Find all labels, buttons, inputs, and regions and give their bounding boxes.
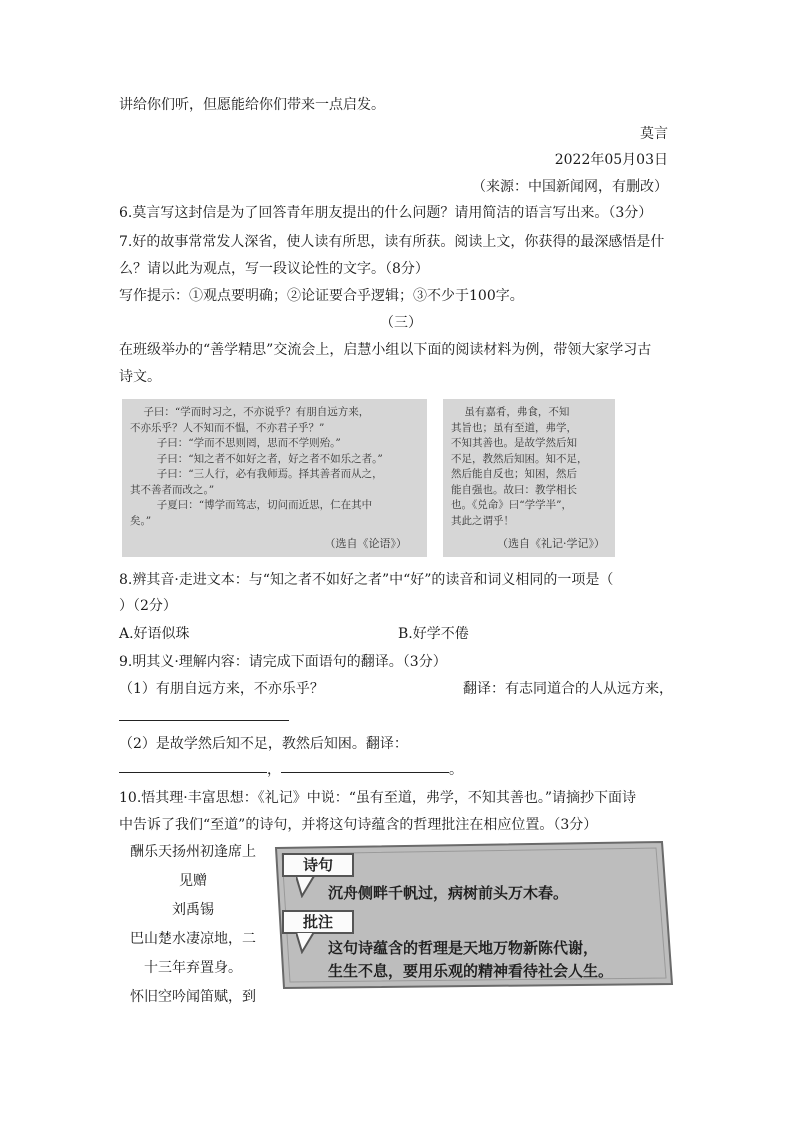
note-line-2: 生生不息，要用乐观的精神看待社会人生。 [328,962,614,980]
question-10-line-1: 10.悟其理·丰富思想：《礼记》中说：“虽有至道，弗学，不知其善也。”请摘抄下面诗 [119,790,637,806]
lunyu-text [130,405,419,529]
annotation-board [270,840,674,990]
poem-title-line-2: 见赠 [179,873,207,889]
comma-separator: ， [267,762,281,778]
answer-blank-9-1[interactable] [119,720,289,721]
note-tag: 批注 [282,910,354,934]
xueji-line-6: 能自强也。故曰：教学相长 [451,483,577,496]
xueji-source: （选自《礼记·学记》） [497,536,605,550]
verse-tag-tail-icon [296,876,316,898]
question-9-2: （2）是故学然后知不足，教然后知困。翻译： [119,736,408,752]
question-6: 6.莫言写这封信是为了回答青年朋友提出的什么问题？请用简洁的语言写出来。（3分） [119,205,653,221]
answer-blank-9-2-a[interactable] [119,772,267,773]
lunyu-line-6: 其不善者而改之。” [130,483,215,496]
poem-author: 刘禹锡 [172,902,214,918]
lunyu-source: （选自《论语》） [324,536,407,550]
poem-title-line-1: 酬乐天扬州初逢席上 [130,844,256,860]
xueji-line-3: 不知其善也。是故学然后知 [451,437,577,449]
letter-date: 2022年05月03日 [554,152,668,168]
verse-tag: 诗句 [282,853,354,877]
xueji-excerpt-box [443,399,615,557]
signature: 莫言 [640,126,668,142]
note-tag-tail-icon [296,932,316,954]
question-8-line-2: ）（2分） [119,598,177,614]
period-mark: 。 [449,762,463,778]
xueji-text [451,405,607,529]
note-line-1: 这句诗蕴含的哲理是天地万物新陈代谢， [328,939,599,957]
lunyu-line-4: 子曰：“知之者不如好之者，好之者不如乐之者。” [130,452,383,465]
lunyu-line-7: 子夏曰：“博学而笃志，切问而近思，仁在其中 [130,499,373,511]
question-7-line-1: 7.好的故事常常发人深省，使人读有所思，读有所获。阅读上文，你获得的最深感悟是什 [119,234,665,250]
question-8-line-1: 8.辨其音·走进文本：与“知之者不如好之者”中“好”的读音和词义相同的一项是（ [119,572,614,588]
section-intro-line-1: 在班级举办的“善学精思”交流会上，启慧小组以下面的阅读材料为例，带领大家学习古 [119,342,652,358]
lunyu-line-2: 不亦乐乎？人不知而不愠，不亦君子乎？” [130,421,325,434]
poem-line-3: 怀旧空吟闻笛赋，到 [130,989,256,1005]
question-10-line-2: 中告诉了我们“至道”的诗句，并将这句诗蕴含的哲理批注在相应位置。（3分） [119,817,598,833]
lunyu-line-5: 子曰：“三人行，必有我师焉。择其善者而从之， [130,468,383,480]
poem-column [118,838,268,1012]
question-8-option-a: A.好语似珠 [119,626,190,642]
section-intro-line-2: 诗文。 [119,369,161,385]
xueji-line-1: 虽有嘉肴，弗食，不知 [451,406,570,418]
lunyu-excerpt-box [122,399,427,557]
source-note: （来源：中国新闻网，有删改） [472,179,668,195]
xueji-line-4: 不足，教然后知困。知不足， [451,452,588,465]
poem-line-2: 十三年弃置身。 [144,960,242,976]
question-9-1-translation: 翻译：有志同道合的人从远方来， [463,681,673,697]
question-7-line-2: 么？请以此为观点，写一段议论性的文字。（8分） [119,261,429,277]
xueji-line-5: 然后能自反也；知困，然后 [451,468,577,480]
poem-line-1: 巴山楚水凄凉地，二 [130,931,256,947]
xueji-line-7: 也。《兑命》曰“学学半”， [451,499,572,511]
answer-blank-9-2-b[interactable] [281,772,449,773]
xueji-line-2: 其旨也；虽有至道，弗学， [451,421,577,434]
lunyu-line-3: 子曰：“学而不思则罔，思而不学则殆。” [130,437,341,449]
section-three-heading: （三） [380,315,422,331]
lunyu-line-8: 矣。” [130,514,152,527]
question-9-1: （1）有朋自远方来，不亦乐乎？ [119,681,324,697]
question-9: 9.明其义·理解内容：请完成下面语句的翻译。（3分） [119,654,447,670]
lunyu-line-1: 子曰：“学而时习之，不亦说乎？有朋自远方来， [130,406,370,418]
intro-line: 讲给你们听，但愿能给你们带来一点启发。 [119,97,385,113]
question-8-option-b: B.好学不倦 [398,626,469,642]
writing-hint: 写作提示：①观点要明确；②论证要合乎逻辑；③不少于100字。 [119,288,524,304]
verse-text: 沉舟侧畔千帆过，病树前头万木春。 [328,884,569,902]
xueji-line-8: 其此之谓乎！ [451,514,514,527]
